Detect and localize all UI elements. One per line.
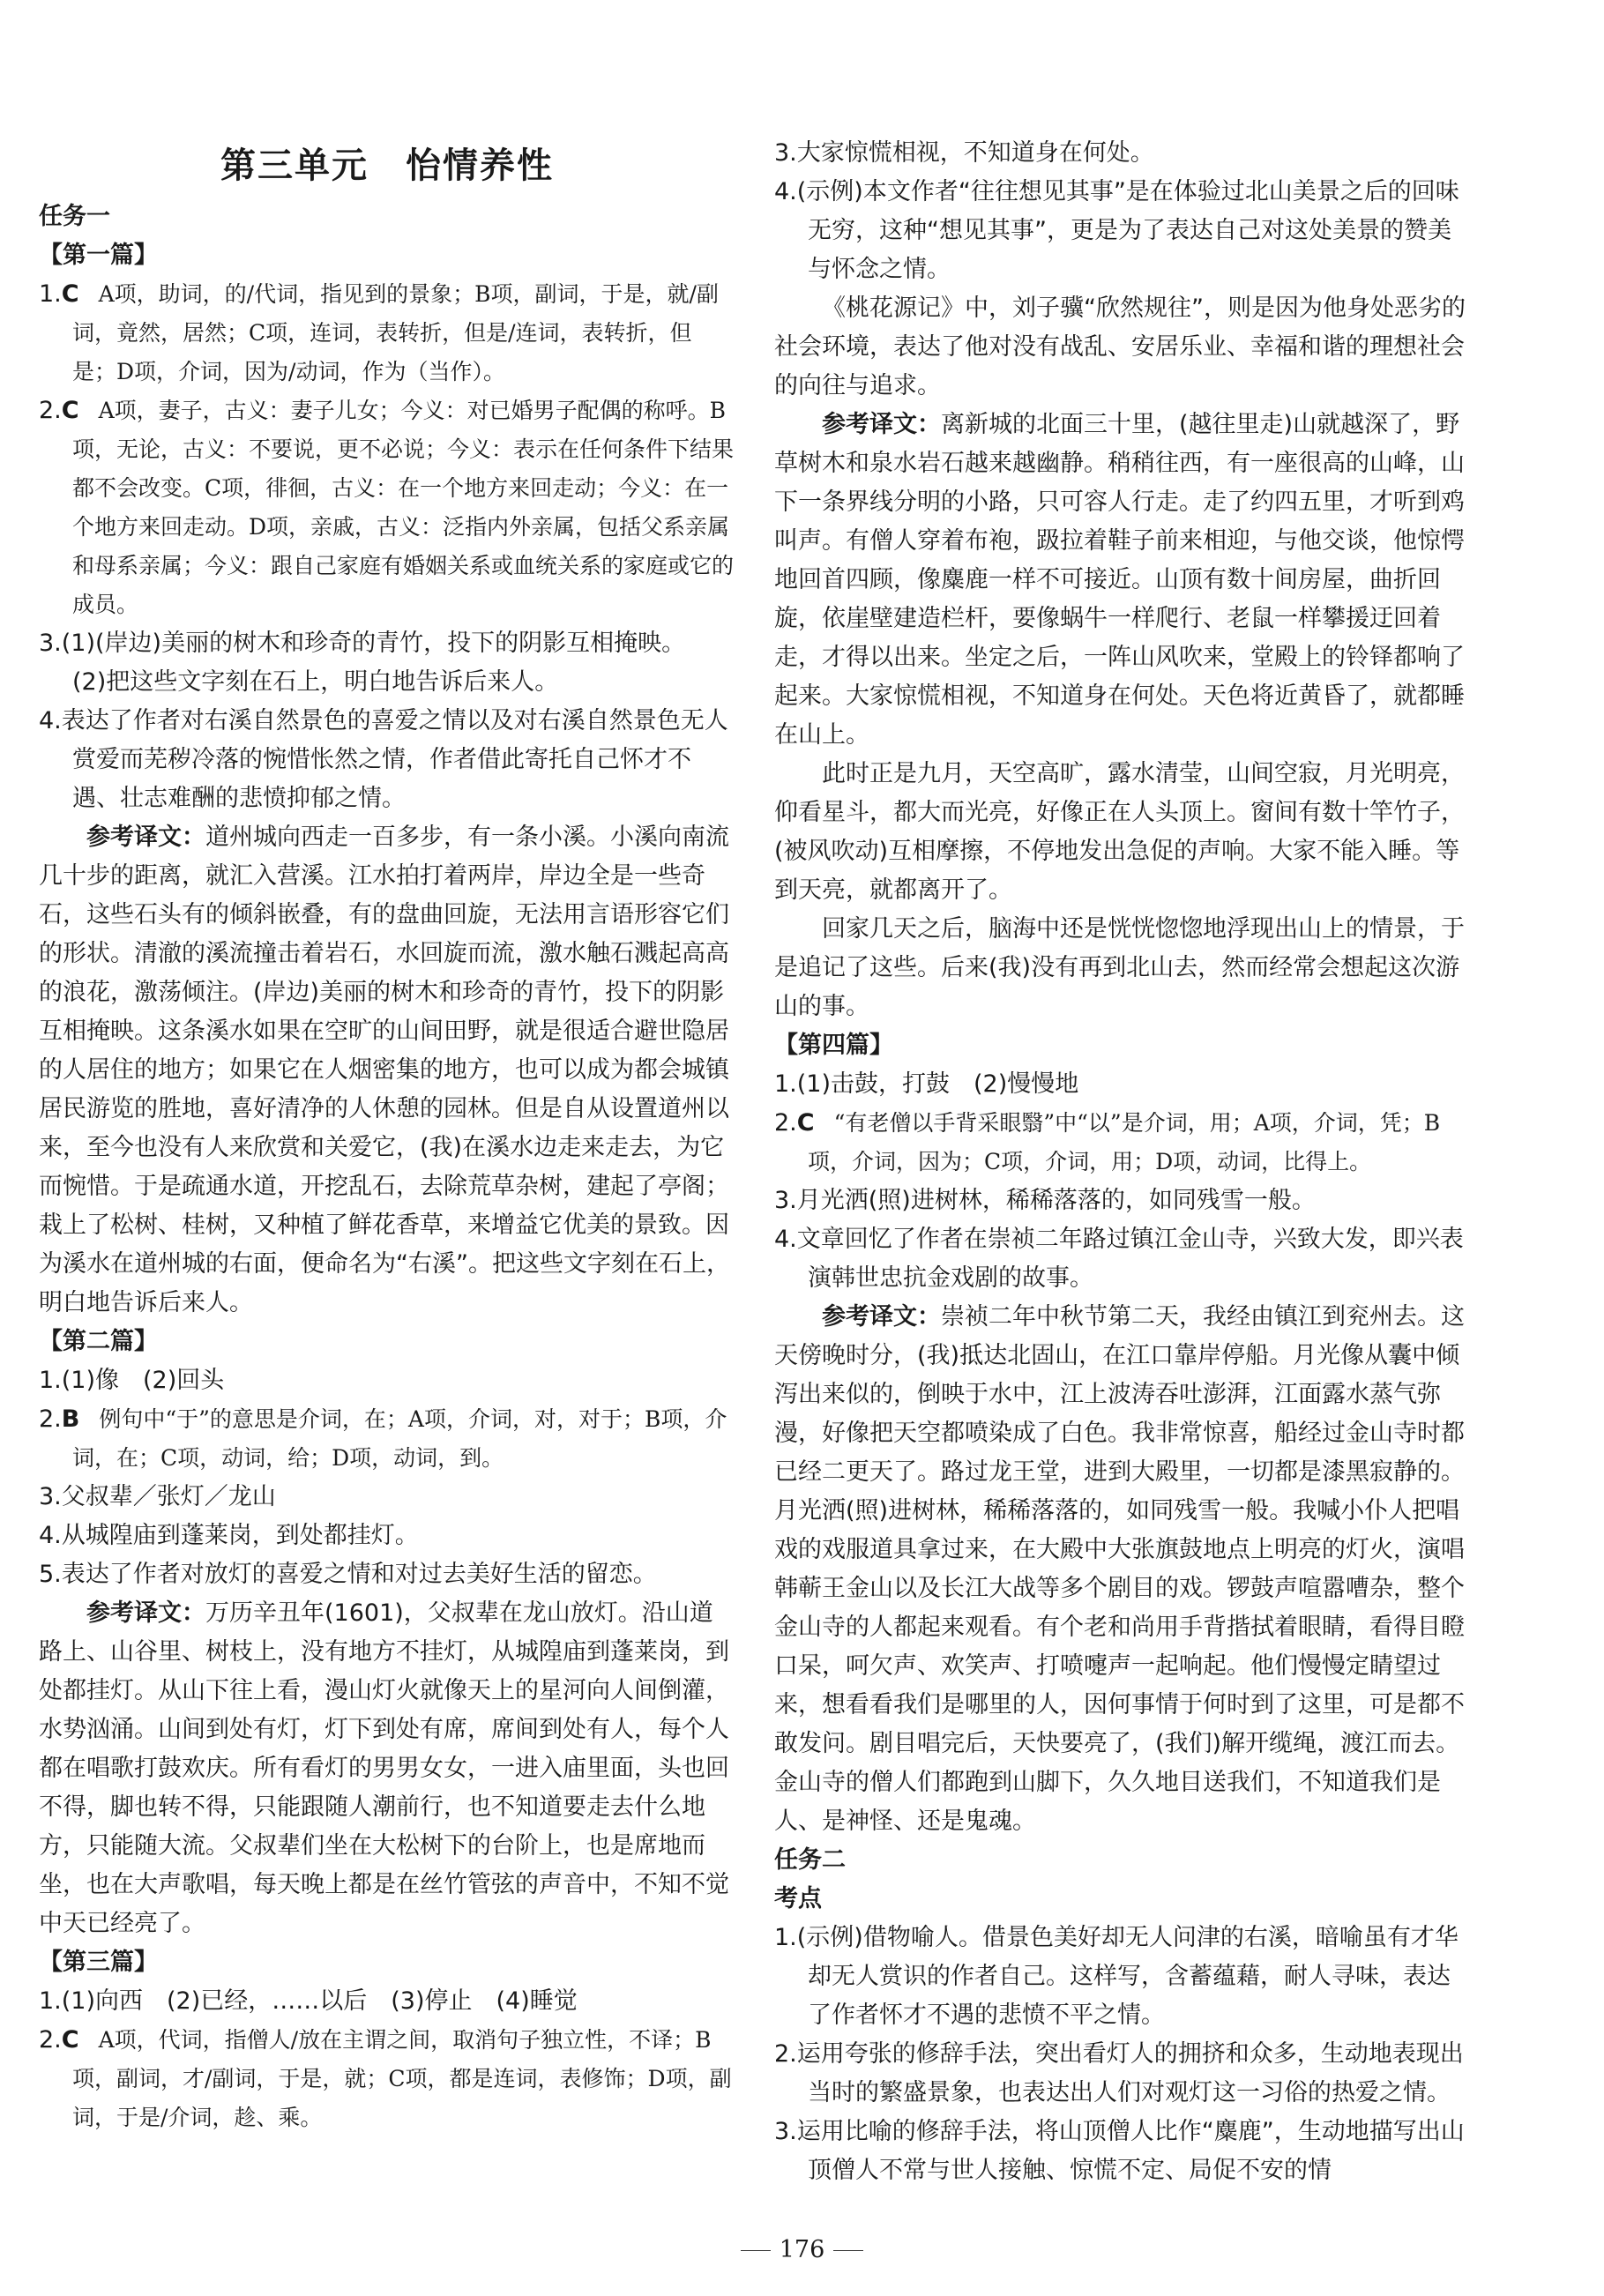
- answer-item: 4.(示例)本文作者“往往想见其事”是在体验过北山美景之后的回味无穷，这种“想见其事”，更是为了表达自己对这处美景的赞美与怀念之情。: [774, 178, 1459, 283]
- answer-item: 1.(1)像 (2)回头: [39, 1367, 225, 1394]
- dash-right: [833, 2250, 863, 2251]
- answer-item: 3.运用比喻的修辞手法，将山顶僧人比作“麋鹿”，生动地描写出山顶僧人不常与世人接触、惊慌不定、局促不安的情: [774, 2118, 1465, 2184]
- answer-item: 2.C A项，代词，指僧人/放在主谓之间，取消句子独立性，不译；B项，副词，才/副词，于是，就；C项，都是连词，表修饰；D项，副词，于是/介词，趁、乘。: [39, 2026, 732, 2130]
- reference-translation: 参考译文：道州城向西走一百多步，有一条小溪。小溪向南流几十步的距离，就汇入营溪。江水拍打着两岸，岸边全是一些奇石，这些石头有的倾斜嵌叠，有的盘曲回旋，无法用言语形容它们的形状。清澈的溪流撞击着岩石，水回旋而流，激水触石溅起高高的浪花，激荡倾注。(岸边)美丽的树木和珍奇的青竹，投下的阴影互相掩映。这条溪水如果在空旷的山间田野，就是很适合避世隐居的人居住的地方；如果它在人烟密集的地方，也可以成为都会城镇居民游览的胜地，喜好清净的人休憩的园林。但是自从设置道州以来，至今也没有人来欣赏和关爱它，(我)在溪水边走来走去，为它而惋惜。于是疏通水道，开挖乱石，去除荒草杂树，建起了亭阁；栽上了松树、桂树，又种植了鲜花香草，来增益它优美的景致。因为溪水在道州城的右面，便命名为“右溪”。把这些文字刻在石上，明白地告诉后来人。: [39, 824, 730, 1316]
- answer-item: 4.从城隍庙到蓬莱岗，到处都挂灯。: [39, 1522, 419, 1549]
- answer-item: 1.C A项，助词，的/代词，指见到的景象；B项，副词，于是，就/副词，竟然，居然；C项，连词，表转折，但是/连词，表转折，但是；D项，介词，因为/动词，作为（当作）。: [39, 280, 719, 384]
- reference-translation: 参考译文：崇祯二年中秋节第二天，我经由镇江到兖州去。这天傍晚时分，(我)抵达北固山，在江口靠岸停船。月光像从囊中倾泻出来似的，倒映于水中，江上波涛吞吐澎湃，江面露水蒸气弥漫，好像把天空都喷染成了白色。我非常惊喜，船经过金山寺时都已经二更天了。路过龙王堂，进到大殿里，一切都是漆黑寂静的。月光洒(照)进树林，稀稀落落的，如同残雪一般。我喊小仆人把唱戏的戏服道具拿过来，在大殿中大张旗鼓地点上明亮的灯火，演唱韩蕲王金山以及长江大战等多个剧目的戏。锣鼓声喧嚣嘈杂，整个金山寺的人都起来观看。有个老和尚用手背揩拭着眼睛，看得目瞪口呆，呵欠声、欢笑声、打喷嚏声一起响起。他们慢慢定睛望过来，想看看我们是哪里的人，因何事情于何时到了这里，可是都不敢发问。剧目唱完后，天快要亮了，(我们)解开缆绳，渡江而去。金山寺的僧人们都跑到山脚下，久久地目送我们，不知道我们是人、是神怪、还是鬼魂。: [774, 1303, 1465, 1835]
- answer-item: 3.(1)(岸边)美丽的树木和珍奇的青竹，投下的阴影互相掩映。: [39, 630, 686, 657]
- answer-item: 2.C “有老僧以手背采眼翳”中“以”是介词，用；A项，介词，凭；B项，介词，因为；C项，介词，用；D项，动词，比得上。: [774, 1109, 1441, 1174]
- task-heading: 任务一: [39, 203, 110, 230]
- answer-item: 3.月光洒(照)进树林，稀稀落落的，如同残雪一般。: [774, 1187, 1316, 1214]
- left-column: [39, 139, 735, 2137]
- section-heading: 【第四篇】: [774, 1032, 893, 1059]
- answer-item: 2.B 例句中“于”的意思是介词，在；A项，介词，对，对于；B项，介词，在；C项，动词，给；D项，动词，到。: [39, 1405, 727, 1471]
- reference-translation: 此时正是九月，天空高旷，露水清莹，山间空寂，月光明亮，仰看星斗，都大而光亮，好像正在人头顶上。窗间有数十竿竹子，(被风吹动)互相摩擦，不停地发出急促的声响。大家不能入睡。等到天亮，就都离开了。: [774, 760, 1465, 904]
- answer-item: 《桃花源记》中，刘子骥“欣然规往”，则是因为他身处恶劣的社会环境，表达了他对没有战乱、安居乐业、幸福和谐的理想社会的向往与追求。: [774, 294, 1466, 399]
- dash-left: [741, 2250, 771, 2251]
- answer-item: (2)把这些文字刻在石上，明白地告诉后来人。: [72, 668, 559, 696]
- answer-item: 2.运用夸张的修辞手法，突出看灯人的拥挤和众多，生动地表现出当时的繁盛景象，也表达出人们对观灯这一习俗的热爱之情。: [774, 2040, 1464, 2106]
- right-column: [774, 134, 1471, 2190]
- reference-translation: 参考译文：离新城的北面三十里，(越往里走)山就越深了，野草树木和泉水岩石越来越幽静。稍稍往西，有一座很高的山峰，山下一条界线分明的小路，只可容人行走。走了约四五里，才听到鸡叫声。有僧人穿着布袍，趿拉着鞋子前来相迎，与他交谈，他惊愕地回首四顾，像麋鹿一样不可接近。山顶有数十间房屋，曲折回旋，依崖壁建造栏杆，要像蜗牛一样爬行、老鼠一样攀援迂回着走，才得以出来。坐定之后，一阵山风吹来，堂殿上的铃铎都响了起来。大家惊慌相视，不知道身在何处。天色将近黄昏了，就都睡在山上。: [774, 411, 1465, 749]
- reference-translation: 参考译文：万历辛丑年(1601)，父叔辈在龙山放灯。沿山道路上、山谷里、树枝上，没有地方不挂灯，从城隍庙到蓬莱岗，到处都挂灯。从山下往上看，漫山灯火就像天上的星河向人间倒灌，水势汹涌。山间到处有灯，灯下到处有席，席间到处有人，每个人都在唱歌打鼓欢庆。所有看灯的男男女女，一进入庙里面，头也回不得，脚也转不得，只能跟随人潮前行，也不知道要走去什么地方，只能随大流。父叔辈们坐在大松树下的台阶上，也是席地而坐，也在大声歌唱，每天晚上都是在丝竹管弦的声音中，不知不觉中天已经亮了。: [39, 1599, 729, 1937]
- answer-item: 1.(1)击鼓，打鼓 (2)慢慢地: [774, 1070, 1079, 1098]
- answer-item: 5.表达了作者对放灯的喜爱之情和对过去美好生活的留恋。: [39, 1561, 657, 1588]
- answer-item: 3.父叔辈／张灯／龙山: [39, 1483, 276, 1510]
- answer-item: 3.大家惊慌相视，不知道身在何处。: [774, 139, 1154, 167]
- answer-item: 1.(示例)借物喻人。借景色美好却无人问津的右溪，暗喻虽有才华却无人赏识的作者自己。这样写，含蓄蕴藉，耐人寻味，表达了作者怀才不遇的悲愤不平之情。: [774, 1924, 1459, 2029]
- answer-item: 1.(1)向西 (2)已经，……以后 (3)停止 (4)睡觉: [39, 1987, 578, 2015]
- unit-title: 第三单元 怡情养性: [220, 145, 554, 186]
- section-heading: 【第三篇】: [39, 1949, 158, 1976]
- task-heading: 任务二: [774, 1846, 846, 1874]
- answer-item: 4.文章回忆了作者在崇祯二年路过镇江金山寺，兴致大发，即兴表演韩世忠抗金戏剧的故事。: [774, 1226, 1464, 1292]
- reference-translation: 回家几天之后，脑海中还是恍恍惚惚地浮现出山上的情景，于是追记了这些。后来(我)没有再到北山去，然而经常会想起这次游山的事。: [774, 915, 1465, 1020]
- section-heading: 【第一篇】: [39, 242, 158, 269]
- kaodian-heading: 考点: [774, 1885, 822, 1912]
- page-number: 176: [0, 2236, 1604, 2263]
- answer-item: 4.表达了作者对右溪自然景色的喜爱之情以及对右溪自然景色无人赏爱而芜秽冷落的惋惜怅然之情，作者借此寄托自己怀才不遇、壮志难酬的悲愤抑郁之情。: [39, 707, 728, 812]
- answer-item: 2.C A项，妻子，古义：妻子儿女；今义：对已婚男子配偶的称呼。B项，无论，古义：不要说，更不必说；今义：表示在任何条件下结果都不会改变。C项，徘徊，古义：在一个地方来回走动；今义：在一个地方来回走动。D项，亲戚，古义：泛指内外亲属，包括父系亲属和母系亲属；今义：跟自己家庭有婚姻关系或血统关系的家庭或它的成员。: [39, 397, 735, 617]
- section-heading: 【第二篇】: [39, 1328, 158, 1355]
